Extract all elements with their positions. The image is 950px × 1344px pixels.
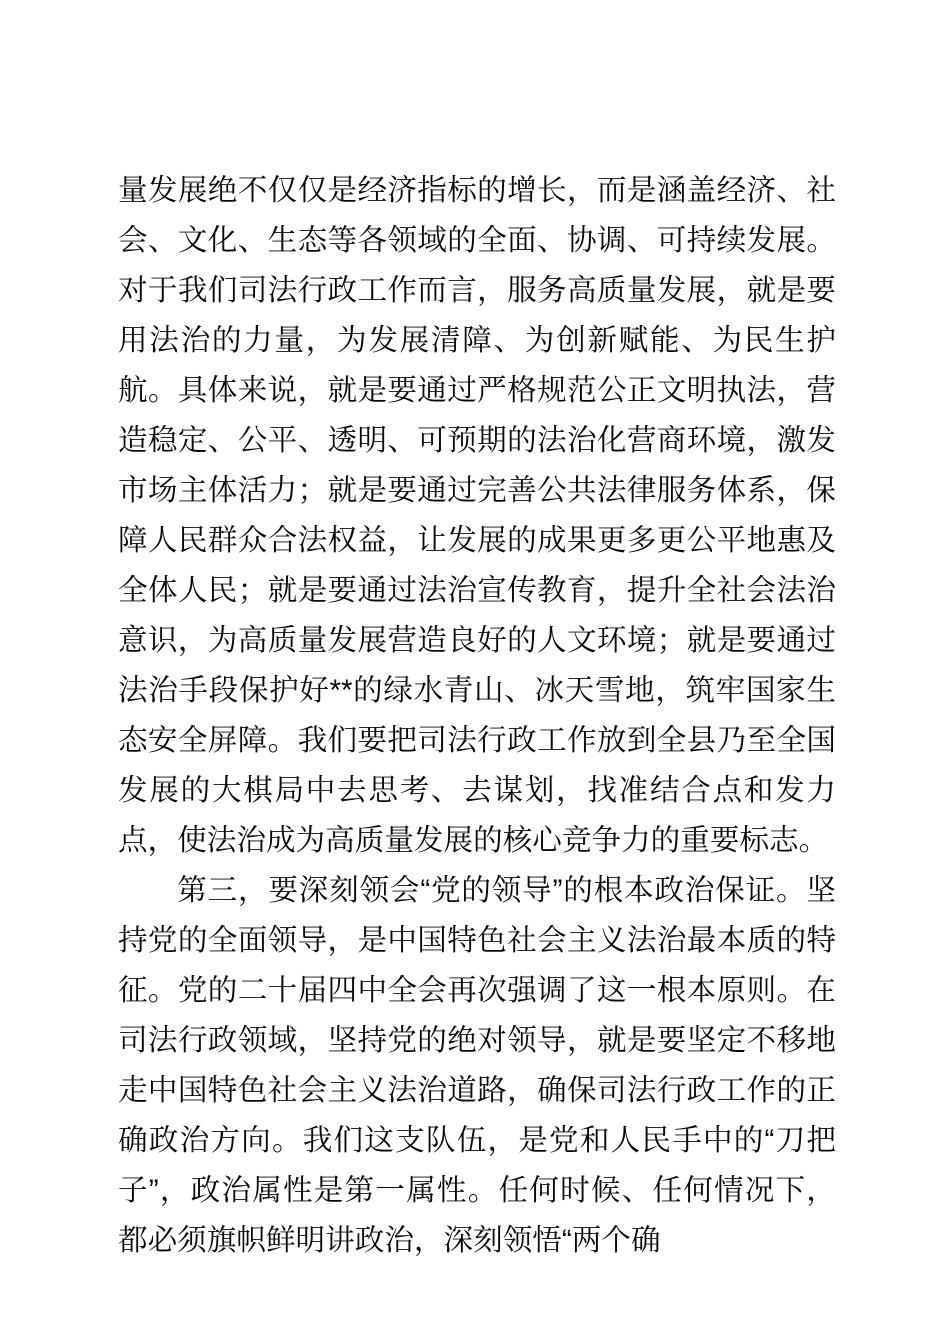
paragraph-continuation: 量发展绝不仅仅是经济指标的增长，而是涵盖经济、社会、文化、生态等各领域的全面、协调、可持续发展。对于我们司法行政工作而言，服务高质量发展，就是要用法治的力量，为发展清障、为创新赋能、为民生护航。具体来说，就是要通过严格规范公正文明执法，营造稳定、公平、透明、可预期的法治化营商环境，激发市场主体活力；就是要通过完善公共法律服务体系，保障人民群众合法权益，让发展的成果更多更公平地惠及全体人民；就是要通过法治宣传教育，提升全社会法治意识，为高质量发展营造良好的人文环境；就是要通过法治手段保护好**的绿水青山、冰天雪地，筑牢国家生态安全屏障。我们要把司法行政工作放到全县乃至全国发展的大棋局中去思考、去谋划，找准结合点和发力点，使法治成为高质量发展的核心竞争力的重要标志。 — [118, 174, 836, 857]
paragraph-third-point: 第三，要深刻领会“党的领导”的根本政治保证。坚持党的全面领导，是中国特色社会主义法治最本质的特征。党的二十届四中全会再次强调了这一根本原则。在司法行政领域，坚持党的绝对领导，就是要坚定不移地走中国特色社会主义法治道路，确保司法行政工作的正确政治方向。我们这支队伍，是党和人民手中的“刀把子”，政治属性是第一属性。任何时候、任何情况下，都必须旗帜鲜明讲政治，深刻领悟“两个确 — [118, 874, 836, 1257]
page-text-body — [118, 166, 836, 1266]
